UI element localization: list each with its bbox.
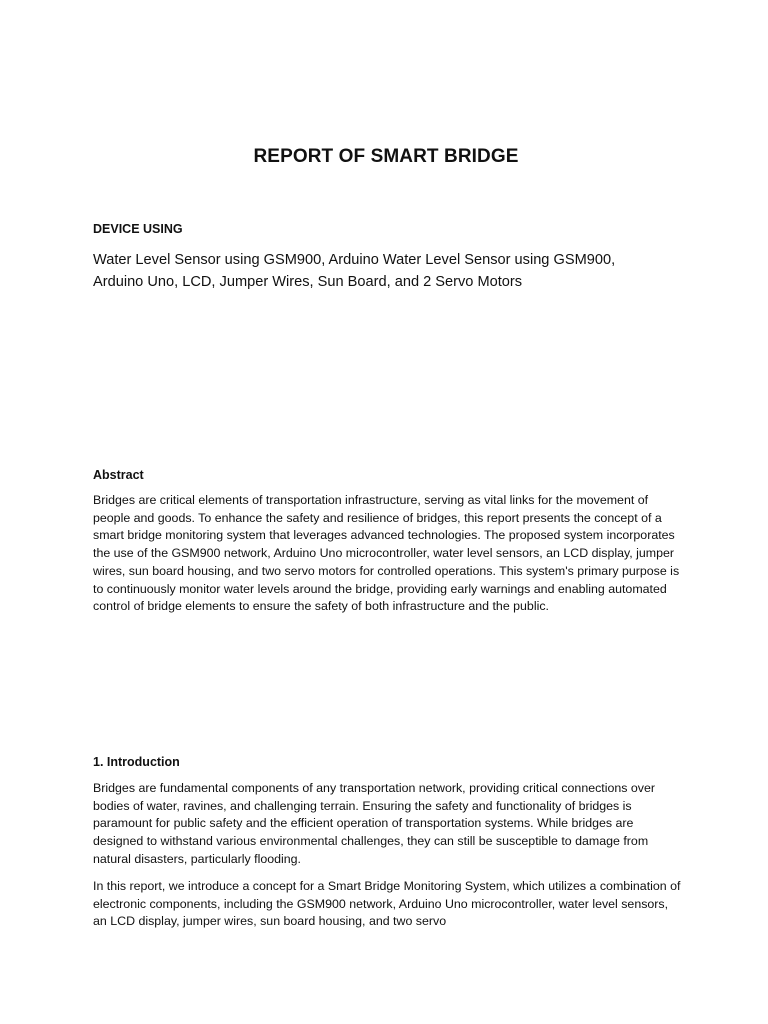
introduction-paragraph-1: Bridges are fundamental components of any transportation network, providing critical connections over bodies of water, ravines, and challenging terrain. Ensuring the safety and functionality of bridges is paramount for public safety and the efficient operation of transportation systems. While bridges are designed to withstand various environmental challenges, they can still be susceptible to damage from natural disasters, particularly flooding. bbox=[93, 781, 656, 866]
introduction-paragraph-2: In this report, we introduce a concept for a Smart Bridge Monitoring System, which utilizes a combination of electronic components, including the GSM900 network, Arduino Uno microcontroller, water level sensors, an LCD display, jumper wires, sun board housing, and two servo bbox=[93, 879, 681, 929]
abstract-paragraph: Bridges are critical elements of transportation infrastructure, serving as vital links for the movement of people and goods. To enhance the safety and resilience of bridges, this report presents the concept of a smart bridge monitoring system that leverages advanced technologies. The proposed system incorporates the use of the GSM900 network, Arduino Uno microcontroller, water level sensors, an LCD display, jumper wires, sun board housing, and two servo motors for controlled operations. This system's primary purpose is to continuously monitor water levels around the bridge, providing early warnings and enabling automated control of bridge elements to ensure the safety of both infrastructure and the public. bbox=[93, 493, 680, 614]
report-title: REPORT OF SMART BRIDGE bbox=[253, 146, 519, 167]
abstract-heading: Abstract bbox=[93, 468, 144, 482]
device-list-text: Water Level Sensor using GSM900, Arduino Water Level Sensor using GSM900, Arduino Uno, LCD, Jumper Wires, Sun Board, and 2 Servo Motors bbox=[93, 252, 616, 290]
introduction-heading: 1. Introduction bbox=[93, 755, 180, 769]
device-using-heading: DEVICE USING bbox=[93, 222, 183, 236]
